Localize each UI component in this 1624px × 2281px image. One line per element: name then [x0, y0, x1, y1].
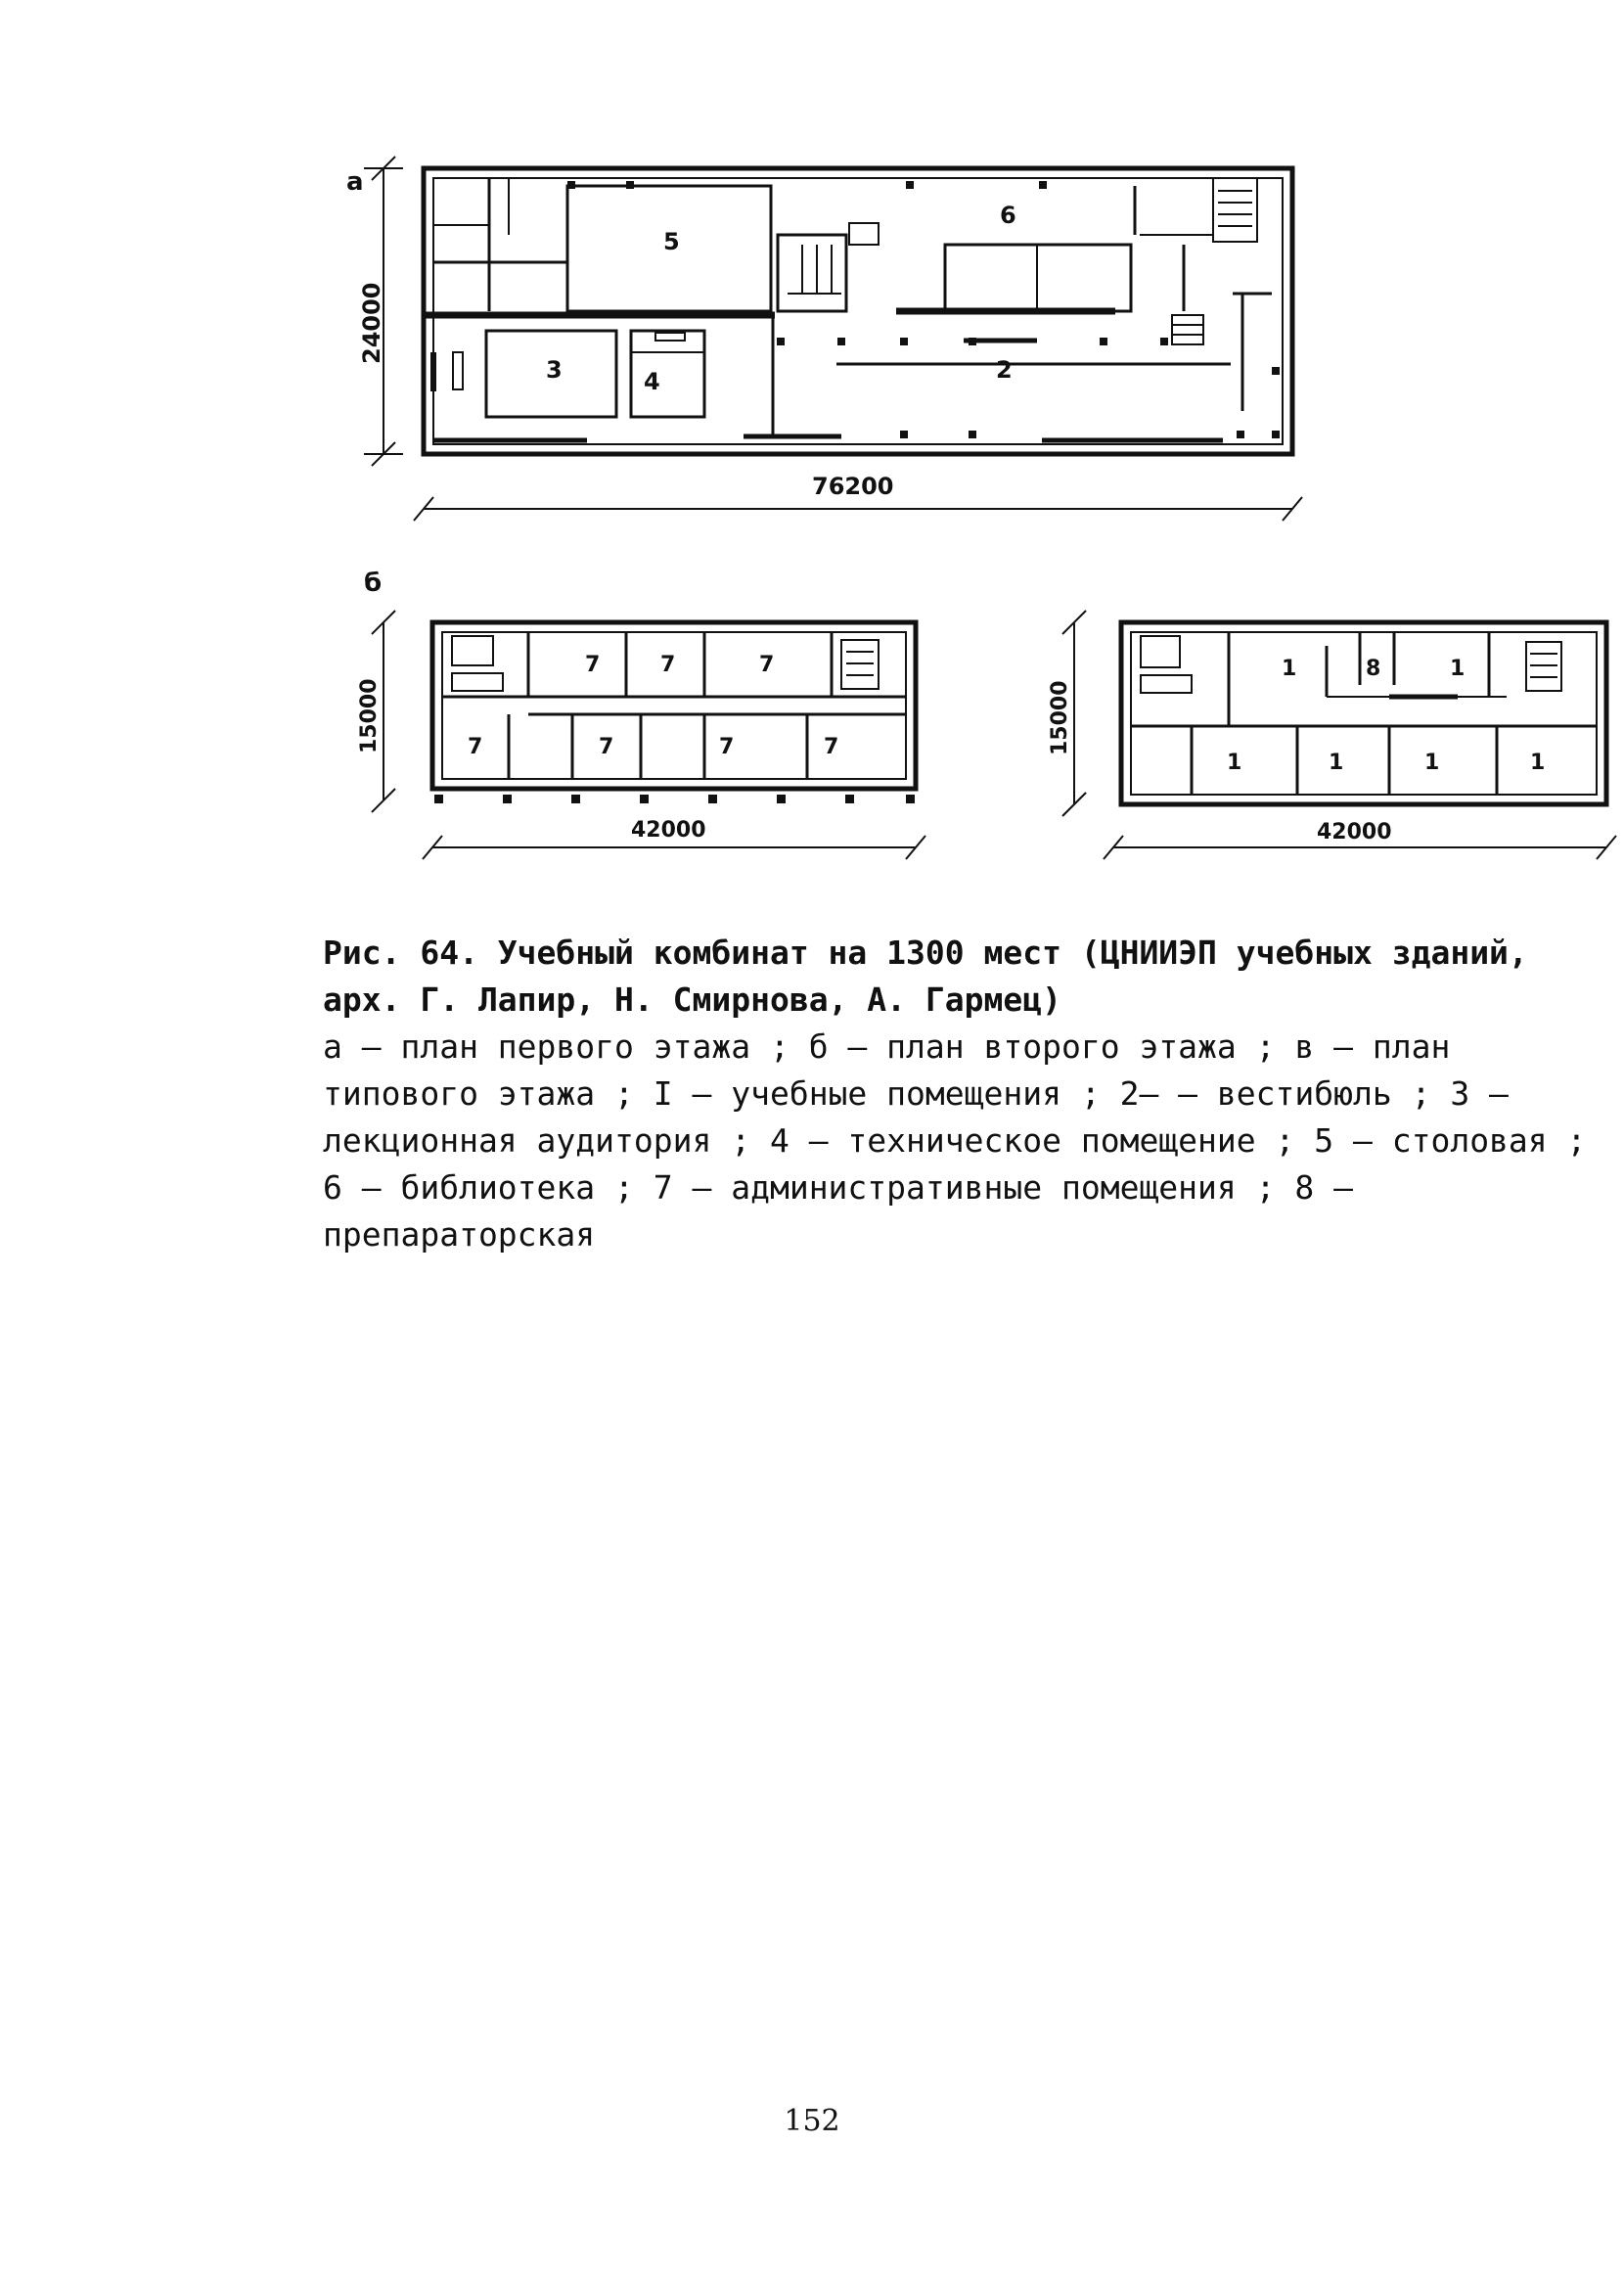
floor-plans-figure [0, 0, 1624, 900]
room-label: 7 [468, 735, 483, 759]
room-label: 3 [546, 356, 563, 384]
room-label: 2 [996, 356, 1013, 384]
plan-a [424, 168, 1292, 454]
room-label: 7 [585, 653, 601, 677]
room-label: 6 [1000, 202, 1016, 229]
room-label: 7 [660, 653, 676, 677]
figure-caption [323, 930, 1595, 1258]
plan-b-marker: б [364, 569, 383, 598]
room-label: 5 [663, 228, 680, 255]
room-label: 1 [1282, 657, 1297, 681]
plan-a-marker: а [346, 167, 364, 197]
page-number: 152 [784, 2104, 840, 2138]
room-label: 1 [1329, 751, 1344, 775]
room-label: 1 [1450, 657, 1466, 681]
figure-title: Рис. 64. Учебный комбинат на 1300 мест (ЦНИИЭП учебных зданий, арх. Г. Лапир, Н. Смирнова, А. Гармец) [323, 934, 1528, 1019]
plan-a-height-dimension: 24000 [358, 282, 385, 364]
plan-b-width-dimension: 42000 [631, 818, 706, 843]
room-label: 4 [644, 368, 660, 395]
room-label: 1 [1227, 751, 1242, 775]
plan-b-height-dimension: 15000 [357, 678, 382, 753]
room-label: 7 [719, 735, 735, 759]
plan-b-columns [434, 795, 915, 803]
plan-c-width-dimension: 42000 [1317, 820, 1392, 844]
plan-c-height-dimension: 15000 [1048, 680, 1072, 755]
room-label: 1 [1424, 751, 1440, 775]
room-label: 7 [824, 735, 839, 759]
floor-plans-drawing [0, 0, 1624, 900]
figure-legend: а – план первого этажа ; б – план второго этажа ; в – план типового этажа ; I – учебные помещения ; 2– – вестибюль ; 3 – лекционная аудитория ; 4 – техническое помещение ; 5 – столовая ; 6 – библиотека ; 7 – административные помещения ; 8 – препараторская [323, 1027, 1587, 1254]
room-label: 7 [599, 735, 614, 759]
room-label: 1 [1530, 751, 1546, 775]
plan-c [1121, 622, 1606, 804]
plan-a-width-dimension: 76200 [812, 473, 894, 500]
plan-b [432, 622, 916, 789]
room-label: 7 [759, 653, 775, 677]
room-label: 8 [1366, 657, 1381, 681]
